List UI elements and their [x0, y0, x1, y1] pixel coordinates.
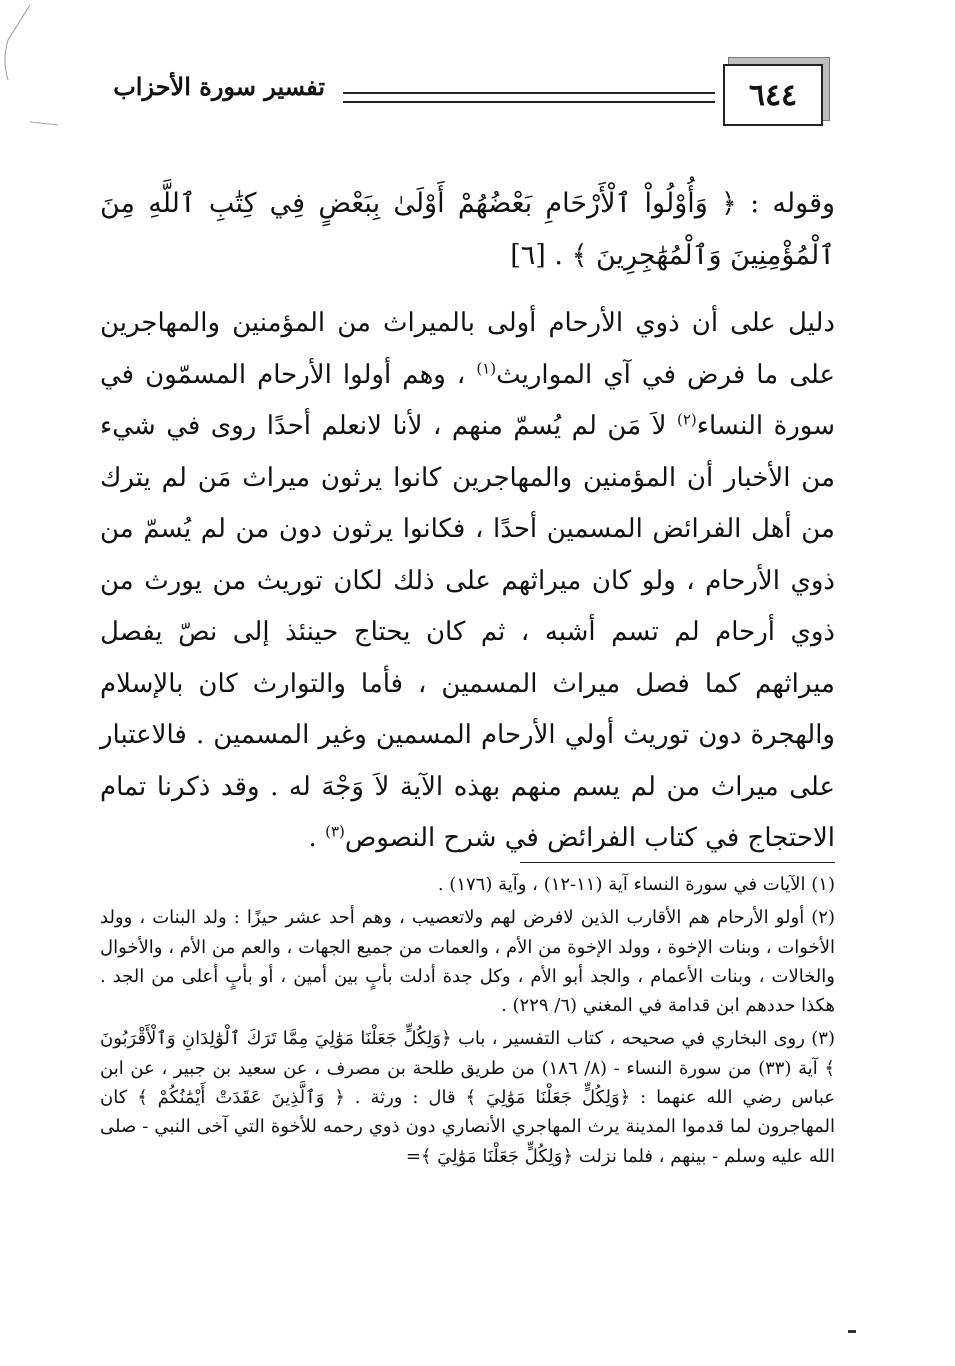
footnote-reference-3: (٣) [325, 822, 345, 841]
footnote-3 [100, 1024, 835, 1170]
footnote-number: (٣) [811, 1028, 835, 1050]
verse-reference: . [٦] [510, 240, 572, 271]
page-number-box [723, 64, 823, 126]
page-header [95, 58, 835, 128]
verse-lead: وقوله : [736, 188, 836, 219]
running-title: تفسير سورة الأحزاب [113, 72, 325, 101]
footnote-1 [100, 870, 835, 899]
commentary-paragraph [100, 298, 835, 865]
footnote-text: الآيات في سورة النساء آية (١١-١٢) ، وآية (١٧٦) . [437, 874, 806, 895]
footnote-text: روى البخاري في صحيحه ، كتاب التفسير ، باب ﴿وَلِكُلٍّ جَعَلْنَا مَوَٰلِيَ مِمَّا تَرَكَ ٱلْوَٰلِدَانِ وَٱلْأَقْرَبُونَ ﴾ آية (٣٣) من سورة النساء - (٨/ ١٨٦) من طريق طلحة بن مصرف ، عن سعيد بن جبير ، عن ابن عباس رضي الله عنهما : ﴿وَلِكُلٍّ جَعَلْنَا مَوَٰلِيَ ﴾ قال : ورثة . ﴿ وَٱلَّذِينَ عَقَدَتْ أَيْمَٰنُكُمْ ﴾ كان المهاجرون لما قدموا المدينة يرث المهاجري الأنصاري دون ذوي رحمه للأخوة التي آخى النبي - صلى الله عليه وسلم - بينهم ، فلما نزلت ﴿وَلِكُلٍّ جَعَلْنَا مَوَٰلِيَ ﴾= [100, 1028, 835, 1167]
page-number: ٦٤٤ [748, 77, 798, 113]
commentary-part-1: دليل على أن ذوي الأرحام أولى بالميراث من المؤمنين والمهاجرين على ما فرض في آي المواريث [100, 308, 835, 390]
footnote-2 [100, 903, 835, 1020]
quran-verse: ﴿ وَأُوْلُواْ ٱلْأَرْحَامِ بَعْضُهُمْ أَوْلَىٰ بِبَعْضٍ فِي كِتَٰبِ ٱللَّهِ مِنَ ٱلْمُؤْمِنِينَ وَٱلْمُهَٰجِرِينَ ﴾ [100, 188, 835, 271]
commentary-part-2: ، وهم أولوا الأرحام المسمّون في سورة النساء [100, 359, 835, 441]
footnote-text: أولو الأرحام هم الأقارب الذين لافرض لهم ولاتعصيب ، وهم أحد عشر حيزًا : ولد البنات ، وولد الأخوات ، وبنات الإخوة ، وولد الإخوة من الأم ، والعمات من جميع الجهات ، والعم من الأم ، والأخوال والخالات ، وبنات الأعمام ، والجد أبو الأم ، وكل جدة أدلت بأبٍ بين أمين ، أو بأبٍ أعلى من الجد . هكذا حددهم ابن قدامة في المغني (٦/ ٢٢٩) . [100, 907, 835, 1017]
verse-paragraph [100, 178, 835, 282]
footnotes [100, 870, 835, 1175]
footnote-separator [520, 862, 835, 863]
footnote-number: (١) [811, 874, 835, 895]
commentary-part-4: . [308, 823, 326, 853]
bottom-mark [848, 1330, 856, 1333]
header-rule [343, 92, 715, 103]
commentary-part-3: لاَ مَن لم يُسمّ منهم ، لأنا لانعلم أحدًا روى في شيء من الأخبار أن المؤمنين والمهاجرين كانوا يرثون ميراث مَن لم يترك من أهل الفرائض المسمين أحدًا ، فكانوا يرثون دون من لم يُسمّ من ذوي الأرحام ، ولو كان ميراثهم على ذلك لكان توريث من يورث من ذوي أرحام لم تسم أشبه ، ثم كان يحتاج حينئذ إلى نصّ يفصل ميراثهم كما فصل ميراث المسمين ، فأما والتوارث كان بالإسلام والهجرة دون توريث أولي الأرحام المسمين وغير المسمين . فالاعتبار على ميراث من لم يسم منهم بهذه الآية لاَ وَجْهَ له . وقد ذكرنا تمام الاحتجاج في كتاب الفرائض في شرح النصوص [100, 411, 835, 853]
footnote-reference-1: (١) [476, 358, 497, 377]
footnote-number: (٢) [811, 907, 835, 929]
footnote-reference-2: (٢) [676, 410, 697, 429]
margin-scratch-mark [0, 0, 60, 140]
